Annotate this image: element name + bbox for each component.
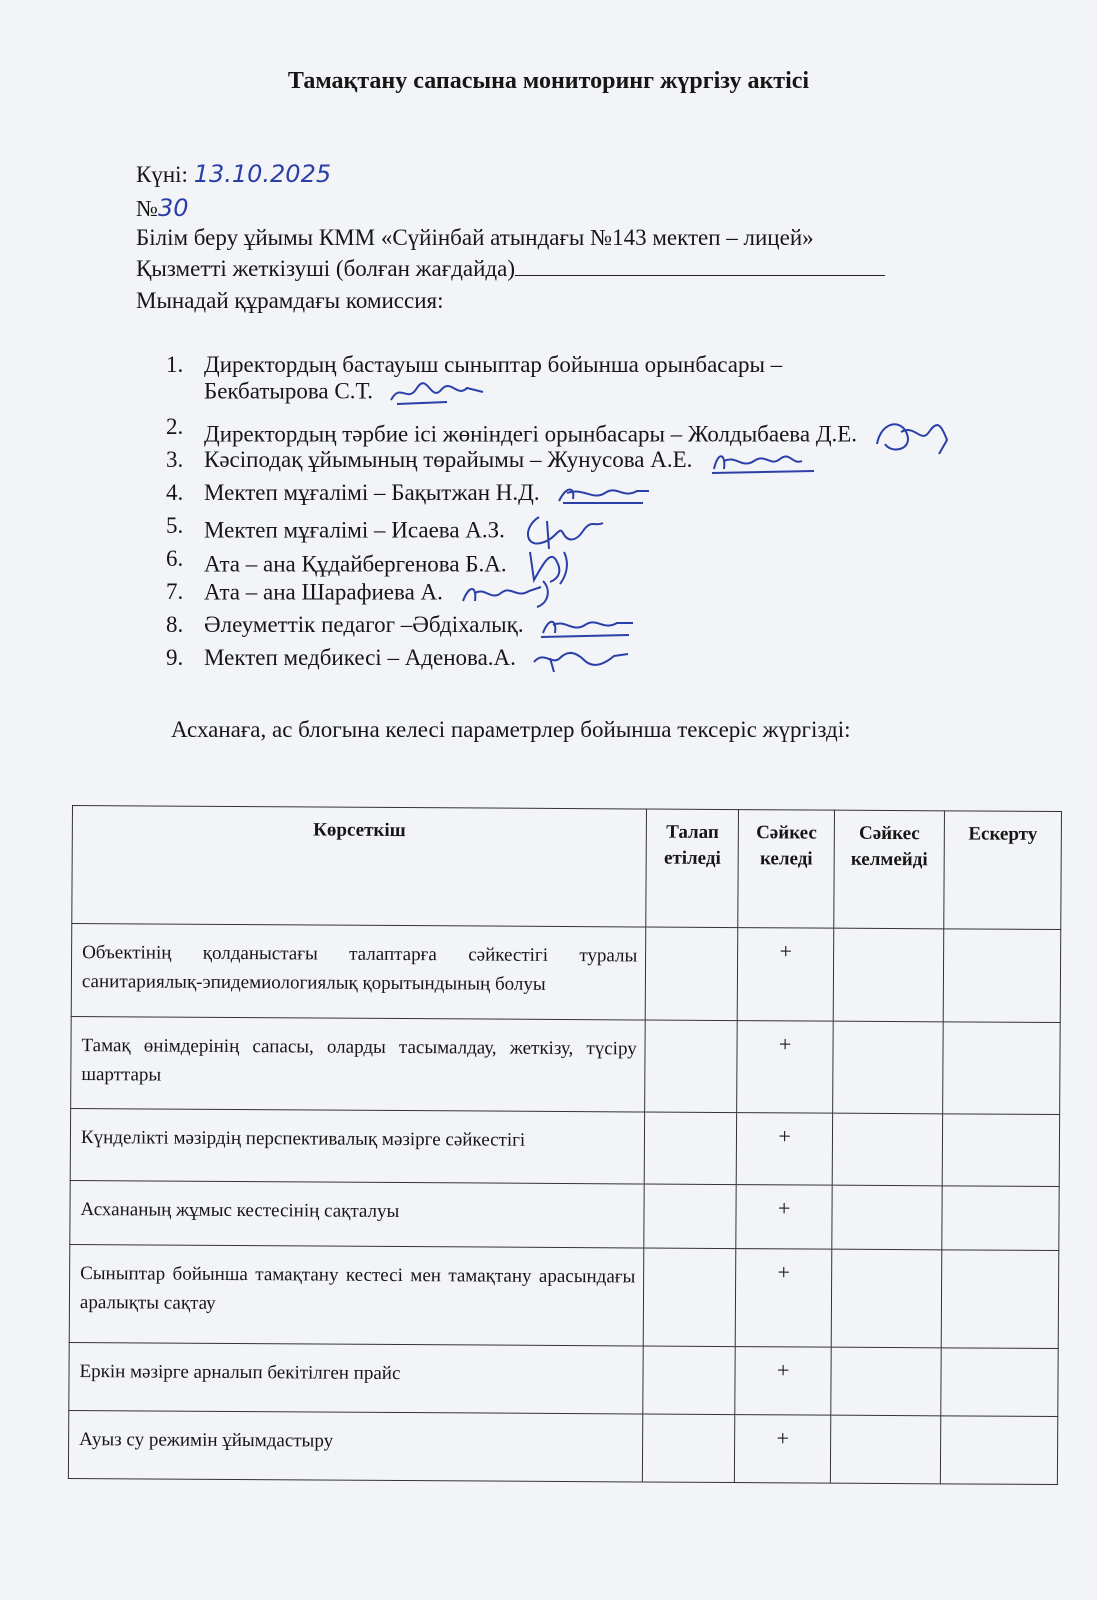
indicator-cell: Асхананың жұмыс кестесінің сақталуы bbox=[70, 1180, 645, 1248]
complies-cell: + bbox=[736, 1113, 832, 1186]
required-cell bbox=[643, 1346, 735, 1415]
indicator-cell: Тамақ өнімдерінің сапасы, оларды тасымалдау, жеткізу, түсіру шарттары bbox=[71, 1016, 646, 1112]
member-item: 8. Әлеуметтік педагог –Әбдіхалық. bbox=[166, 612, 951, 645]
supplier-blank bbox=[515, 257, 885, 276]
member-item: 6. Ата – ана Құдайбергенова Б.А. bbox=[166, 546, 951, 579]
not-complies-cell bbox=[831, 1347, 941, 1416]
commission-list bbox=[166, 352, 951, 678]
complies-cell: + bbox=[737, 1021, 833, 1114]
header-complies: Сәйкес келеді bbox=[738, 810, 835, 929]
required-cell bbox=[645, 1020, 737, 1113]
signature bbox=[553, 483, 653, 507]
table-row bbox=[71, 1016, 1061, 1114]
commission-label: Мынадай құрамдағы комиссия: bbox=[136, 288, 444, 313]
member-item: 7. Ата – ана Шарафиева А. bbox=[166, 579, 951, 612]
indicator-cell: Объектінің қолданыстағы талаптарға сәйкестігі туралы санитариялық-эпидемиологиялық қорытындының болуы bbox=[71, 924, 646, 1021]
table-row bbox=[70, 1180, 1059, 1250]
note-cell bbox=[941, 1250, 1059, 1349]
document-title: Тамақтану сапасына мониторинг жүргізу актісі bbox=[287, 68, 810, 94]
not-complies-cell bbox=[832, 1113, 942, 1186]
number-label: № bbox=[136, 196, 158, 221]
not-complies-cell bbox=[830, 1415, 940, 1484]
date-label: Күні: bbox=[136, 162, 188, 187]
indicator-cell: Еркін мәзірге арналып бекітілген прайс bbox=[69, 1342, 644, 1414]
note-cell bbox=[942, 1114, 1059, 1187]
required-cell bbox=[643, 1414, 735, 1483]
not-complies-cell bbox=[832, 1185, 942, 1250]
table-row bbox=[69, 1342, 1058, 1416]
member-item: 2. Директордың тәрбие ісі жөніндегі орынбасары – Жолдыбаева Д.Е. bbox=[166, 414, 951, 447]
required-cell bbox=[645, 927, 738, 1021]
signature bbox=[530, 646, 630, 674]
member-item: 3. Кәсіподақ ұйымының төрайымы – Жунусова А.Е. bbox=[166, 447, 951, 480]
header-indicator: Көрсеткіш bbox=[72, 806, 647, 928]
signature bbox=[706, 449, 816, 475]
header-required: Талап етіледі bbox=[646, 809, 739, 928]
not-complies-cell bbox=[831, 1249, 942, 1348]
header-note: Ескерту bbox=[944, 811, 1062, 930]
complies-cell: + bbox=[737, 928, 834, 1022]
indicator-cell: Сыныптар бойынша тамақтану кестесі мен тамақтану арасындағы аралықты сақтау bbox=[69, 1244, 644, 1346]
member-item: 9. Мектеп медбикесі – Аденова.А. bbox=[166, 645, 951, 678]
required-cell bbox=[644, 1112, 736, 1185]
complies-cell: + bbox=[736, 1185, 832, 1250]
supplier-line bbox=[136, 256, 885, 282]
inspection-intro: Асханаға, ас блогына келесі параметрлер бойынша тексеріс жүргізді: bbox=[171, 717, 851, 742]
organization-line: Білім беру ұйымы КММ «Сүйінбай атындағы №143 мектеп – лицей» bbox=[136, 225, 814, 250]
inspection-table bbox=[68, 805, 1062, 1485]
header-not-complies: Сәйкес келмейді bbox=[834, 810, 945, 929]
note-cell bbox=[943, 1022, 1061, 1115]
table-row bbox=[70, 1108, 1059, 1186]
number-value: 30 bbox=[157, 194, 189, 222]
note-cell bbox=[942, 1186, 1059, 1251]
table-row bbox=[68, 1410, 1057, 1484]
member-item: 1. Директордың бастауыш сыныптар бойынша орынбасары – Бекбатырова С.Т. bbox=[166, 352, 951, 414]
supplier-label: Қызметті жеткізуші (болған жағдайда) bbox=[136, 256, 515, 281]
signature bbox=[537, 613, 637, 641]
indicator-cell: Күнделікті мәзірдің перспективалық мәзірге сәйкестігі bbox=[70, 1108, 645, 1184]
complies-cell: + bbox=[735, 1415, 831, 1484]
signature bbox=[387, 378, 487, 408]
complies-cell: + bbox=[735, 1347, 831, 1416]
not-complies-cell bbox=[833, 928, 944, 1022]
indicator-cell: Ауыз су режимін ұйымдастыру bbox=[68, 1410, 643, 1482]
signature bbox=[457, 579, 557, 609]
number-line bbox=[136, 194, 189, 222]
table-row bbox=[71, 924, 1061, 1023]
note-cell bbox=[941, 1348, 1058, 1417]
complies-cell: + bbox=[735, 1249, 832, 1348]
table-row bbox=[69, 1244, 1059, 1348]
note-cell bbox=[940, 1416, 1057, 1485]
table-header-row bbox=[72, 806, 1062, 930]
date-value: 13.10.2025 bbox=[193, 160, 332, 188]
member-item: 4. Мектеп мұғалімі – Бақытжан Н.Д. bbox=[166, 480, 951, 513]
date-line bbox=[136, 160, 331, 188]
required-cell bbox=[644, 1184, 736, 1249]
not-complies-cell bbox=[833, 1021, 943, 1114]
note-cell bbox=[943, 929, 1061, 1023]
member-item: 5. Мектеп мұғалімі – Исаева А.З. bbox=[166, 513, 951, 546]
required-cell bbox=[643, 1248, 736, 1347]
